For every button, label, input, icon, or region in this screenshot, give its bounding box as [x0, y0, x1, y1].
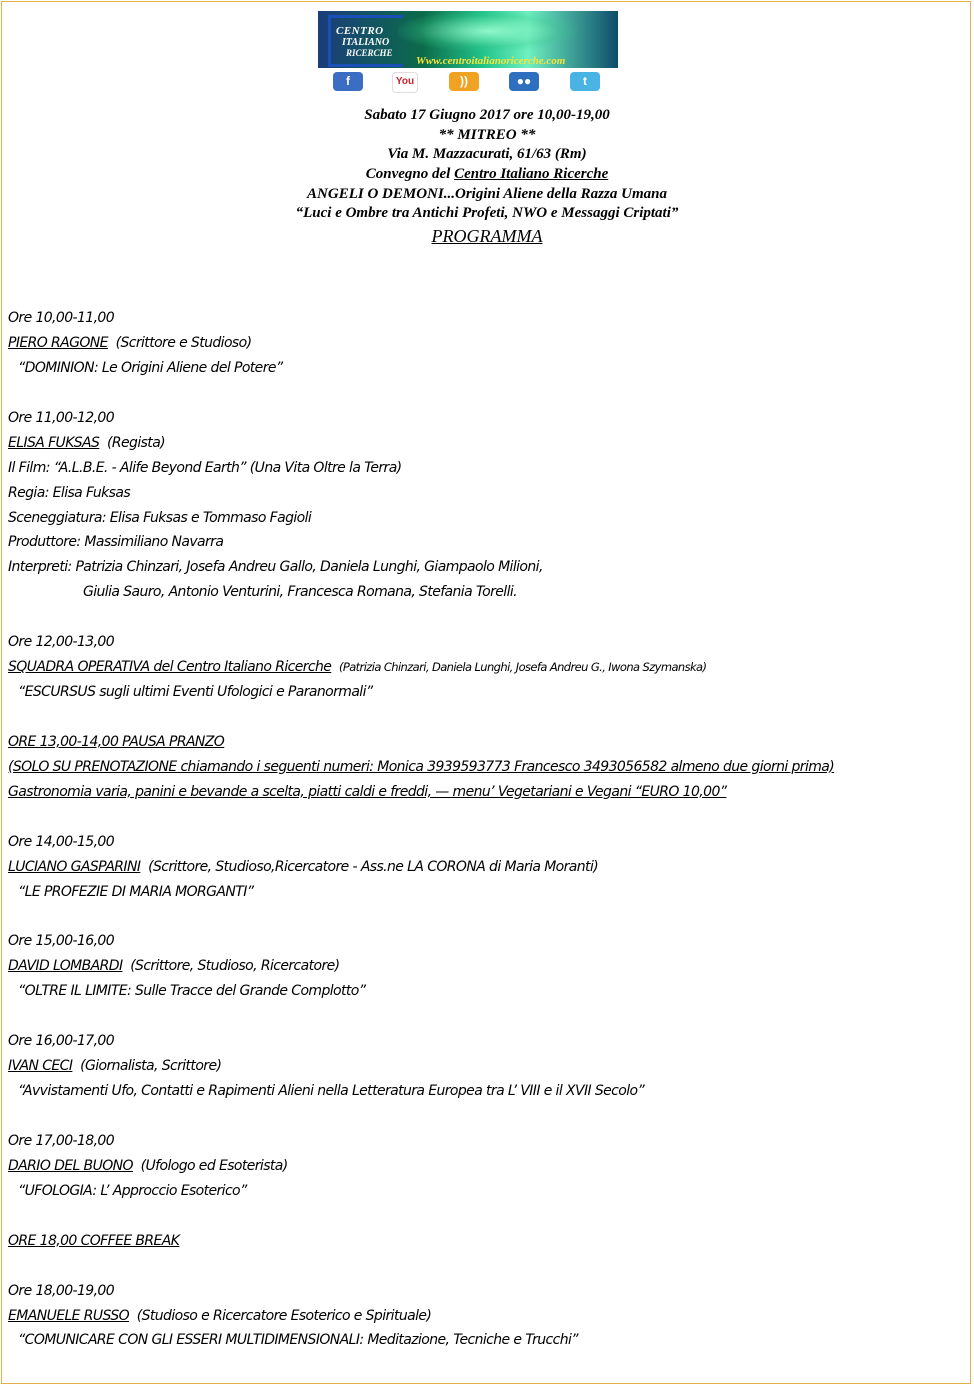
- banner-url[interactable]: Www.centroitalianoricerche.com: [416, 55, 566, 67]
- logo-text-line3: RICERCHE: [346, 48, 393, 58]
- lunch-menu: Gastronomia varia, panini e bevande a scelta, piatti caldi e freddi, — menu’ Vegetariani e Vegani “EURO 10,00”: [8, 783, 727, 800]
- spacer: [8, 1204, 968, 1229]
- film-director: Regia: Elisa Fuksas: [8, 484, 131, 501]
- film-cast: Interpreti: Patrizia Chinzari, Josefa Andreu Gallo, Daniela Lunghi, Giampaolo Milioni,: [8, 559, 543, 576]
- speaker-role: (Studioso e Ricercatore Esoterico e Spirituale): [136, 1307, 432, 1324]
- film-title: Il Film: “A.L.B.E. - Alife Beyond Earth” (Una Vita Oltre la Terra): [8, 459, 402, 476]
- programma-heading: PROGRAMMA: [431, 226, 543, 247]
- myspace-icon[interactable]: ●●: [509, 72, 539, 91]
- session-time: Ore 16,00-17,00: [8, 1033, 115, 1050]
- lunch-heading: ORE 13,00-14,00 PAUSA PRANZO: [8, 733, 225, 750]
- speaker-role: (Ufologo ed Esoterista): [140, 1157, 288, 1174]
- logo-text-line2: ITALIANO: [342, 37, 390, 48]
- spacer: [8, 1004, 968, 1029]
- twitter-icon[interactable]: t: [570, 72, 600, 91]
- speaker-line: [8, 655, 968, 680]
- session-time: Ore 10,00-11,00: [8, 310, 115, 326]
- event-venue: ** MITREO **: [438, 126, 536, 143]
- event-address: Via M. Mazzacurati, 61/63 (Rm): [387, 146, 587, 163]
- event-date: Sabato 17 Giugno 2017 ore 10,00-19,00: [364, 107, 610, 123]
- speaker-name: EMANUELE RUSSO: [8, 1307, 130, 1324]
- speaker-line: [8, 855, 968, 880]
- talk-title: “COMUNICARE CON GLI ESSERI MULTIDIMENSIONALI: Meditazione, Tecniche e Trucchi”: [18, 1332, 578, 1349]
- logo-text-line1: CENTRO: [336, 25, 384, 37]
- speaker-line: [8, 1304, 968, 1329]
- speaker-name: SQUADRA OPERATIVA del Centro Italiano Ricerche: [8, 659, 332, 676]
- film-screenplay: Sceneggiatura: Elisa Fuksas e Tommaso Fagioli: [8, 509, 312, 526]
- speaker-line: [8, 954, 968, 979]
- organizer-link[interactable]: Centro Italiano Ricerche: [454, 166, 609, 183]
- speaker-role: (Scrittore, Studioso,Ricercatore - Ass.ne LA CORONA di Maria Moranti): [148, 858, 599, 875]
- lunch-booking: (SOLO SU PRENOTAZIONE chiamando i seguenti numeri: Monica 3939593773 Francesco 3493056582 almeno due giorni prima): [8, 758, 835, 775]
- speaker-role: (Scrittore e Studioso): [115, 334, 252, 351]
- session-time: Ore 17,00-18,00: [8, 1132, 115, 1149]
- speaker-name: LUCIANO GASPARINI: [8, 858, 141, 875]
- aurora-glow: [398, 11, 578, 51]
- rss-icon[interactable]: )): [449, 72, 479, 91]
- film-cast-cont: Giulia Sauro, Antonio Venturini, Francesca Romana, Stefania Torelli.: [83, 584, 517, 601]
- session-time: Ore 12,00-13,00: [8, 634, 115, 651]
- talk-title: “DOMINION: Le Origini Aliene del Potere”: [18, 359, 283, 376]
- social-icons-bar: [0, 72, 974, 92]
- event-subtitle: “Luci e Ombre tra Antichi Profeti, NWO e Messaggi Criptati”: [295, 205, 679, 222]
- talk-title: “ESCURSUS sugli ultimi Eventi Ufologici e Paranormali”: [18, 684, 373, 701]
- spacer: [8, 705, 968, 730]
- speaker-name: PIERO RAGONE: [8, 334, 108, 351]
- talk-title: “Avvistamenti Ufo, Contatti e Rapimenti Alieni nella Letteratura Europea tra L’ VIII e il XVII Secolo”: [18, 1083, 645, 1100]
- spacer: [8, 605, 968, 630]
- facebook-icon[interactable]: f: [333, 72, 363, 91]
- speaker-role: (Giornalista, Scrittore): [80, 1058, 222, 1075]
- spacer: [8, 1104, 968, 1129]
- film-producer: Produttore: Massimiliano Navarra: [8, 534, 224, 551]
- program-body: [8, 306, 968, 1353]
- speaker-name: DAVID LOMBARDI: [8, 958, 123, 975]
- talk-title: “UFOLOGIA: L’ Approccio Esoterico”: [18, 1182, 247, 1199]
- speaker-name: DARIO DEL BUONO: [8, 1157, 133, 1174]
- team-members: (Patrizia Chinzari, Daniela Lunghi, Josefa Andreu G., Iwona Szymanska): [338, 660, 707, 675]
- event-organizer: [0, 165, 974, 185]
- event-title: ANGELI O DEMONI...Origini Aliene della Razza Umana: [307, 185, 667, 202]
- spacer: [8, 381, 968, 406]
- youtube-icon[interactable]: You: [392, 72, 418, 93]
- talk-title: “OLTRE IL LIMITE: Sulle Tracce del Grande Complotto”: [18, 983, 366, 1000]
- session-time: Ore 18,00-19,00: [8, 1282, 115, 1299]
- session-time: Ore 14,00-15,00: [8, 833, 115, 850]
- banner-image: [318, 11, 618, 68]
- spacer: [8, 1254, 968, 1279]
- spacer: [8, 805, 968, 830]
- session-time: Ore 11,00-12,00: [8, 409, 115, 426]
- speaker-name: ELISA FUKSAS: [8, 434, 100, 451]
- speaker-line: [8, 1154, 968, 1179]
- talk-title: “LE PROFEZIE DI MARIA MORGANTI”: [18, 883, 254, 900]
- speaker-line: [8, 1054, 968, 1079]
- spacer: [8, 905, 968, 930]
- event-header: [0, 106, 974, 247]
- speaker-line: [8, 331, 968, 356]
- organizer-prefix: Convegno del: [365, 166, 455, 183]
- coffee-break: ORE 18,00 COFFEE BREAK: [8, 1232, 180, 1249]
- speaker-role: (Regista): [107, 434, 166, 451]
- speaker-name: IVAN CECI: [8, 1058, 73, 1075]
- session-time: Ore 15,00-16,00: [8, 933, 115, 950]
- speaker-role: (Scrittore, Studioso, Ricercatore): [130, 958, 340, 975]
- speaker-line: [8, 431, 968, 456]
